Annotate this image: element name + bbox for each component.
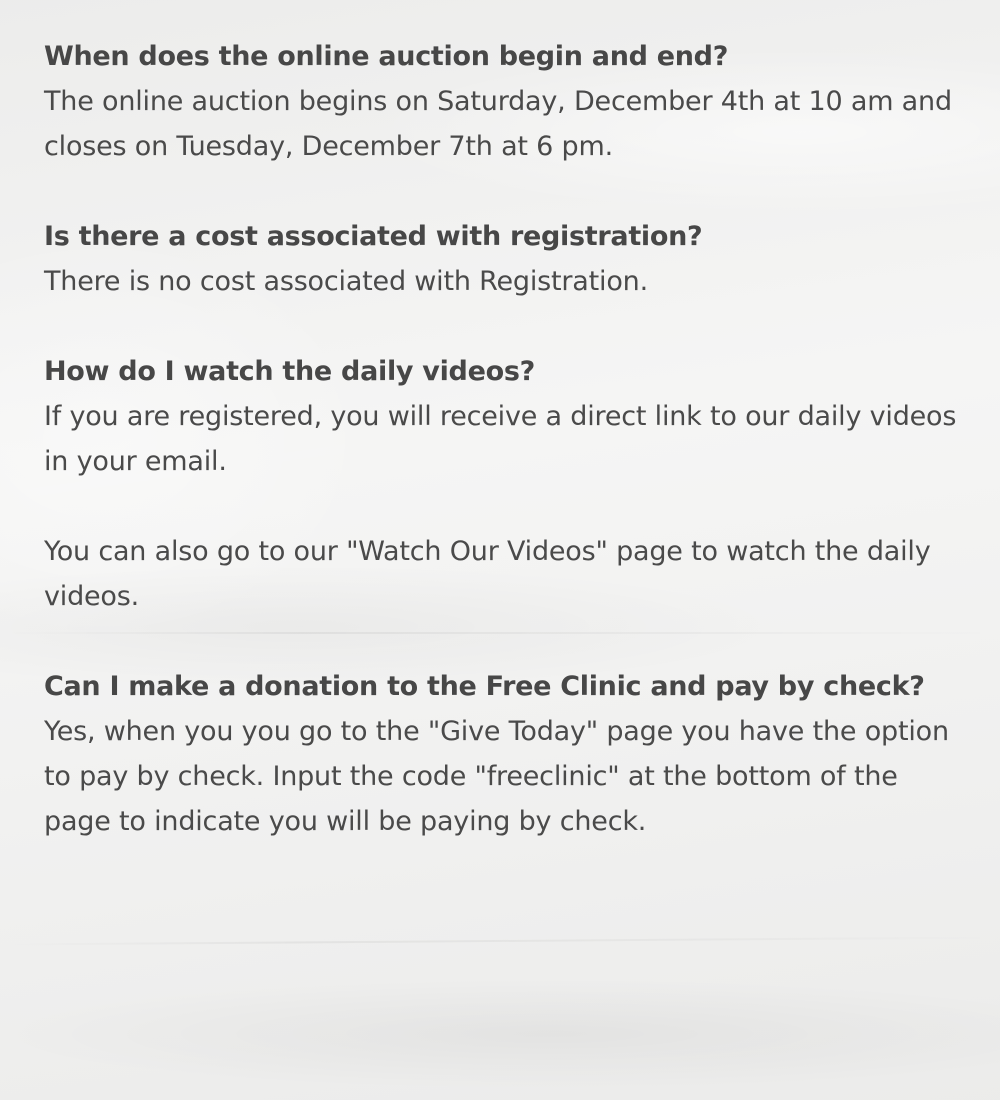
faq-answer: There is no cost associated with Registration.: [44, 266, 648, 297]
faq-answer: The online auction begins on Saturday, December 4th at 10 am and closes on Tuesday, December 7th at 6 pm.: [44, 86, 952, 162]
faq-item-auction-dates: [44, 34, 964, 169]
paper-crease: [0, 937, 1000, 946]
faq-item-donation-check: [44, 664, 964, 844]
faq-question: Can I make a donation to the Free Clinic and pay by check?: [44, 671, 925, 702]
faq-answer: If you are registered, you will receive a direct link to our daily videos in your email.: [44, 401, 957, 477]
faq-item-daily-videos: [44, 349, 964, 619]
faq-document: [44, 34, 964, 889]
faq-answer: You can also go to our "Watch Our Videos" page to watch the daily videos.: [44, 536, 931, 612]
faq-answer: Yes, when you you go to the "Give Today" page you have the option to pay by check. Input the code "freeclinic" at the bottom of the page to indicate you will be paying by check.: [44, 716, 949, 837]
faq-item-registration-cost: [44, 214, 964, 304]
faq-question: When does the online auction begin and end?: [44, 41, 729, 72]
faq-question: How do I watch the daily videos?: [44, 356, 535, 387]
faq-question: Is there a cost associated with registration?: [44, 221, 703, 252]
